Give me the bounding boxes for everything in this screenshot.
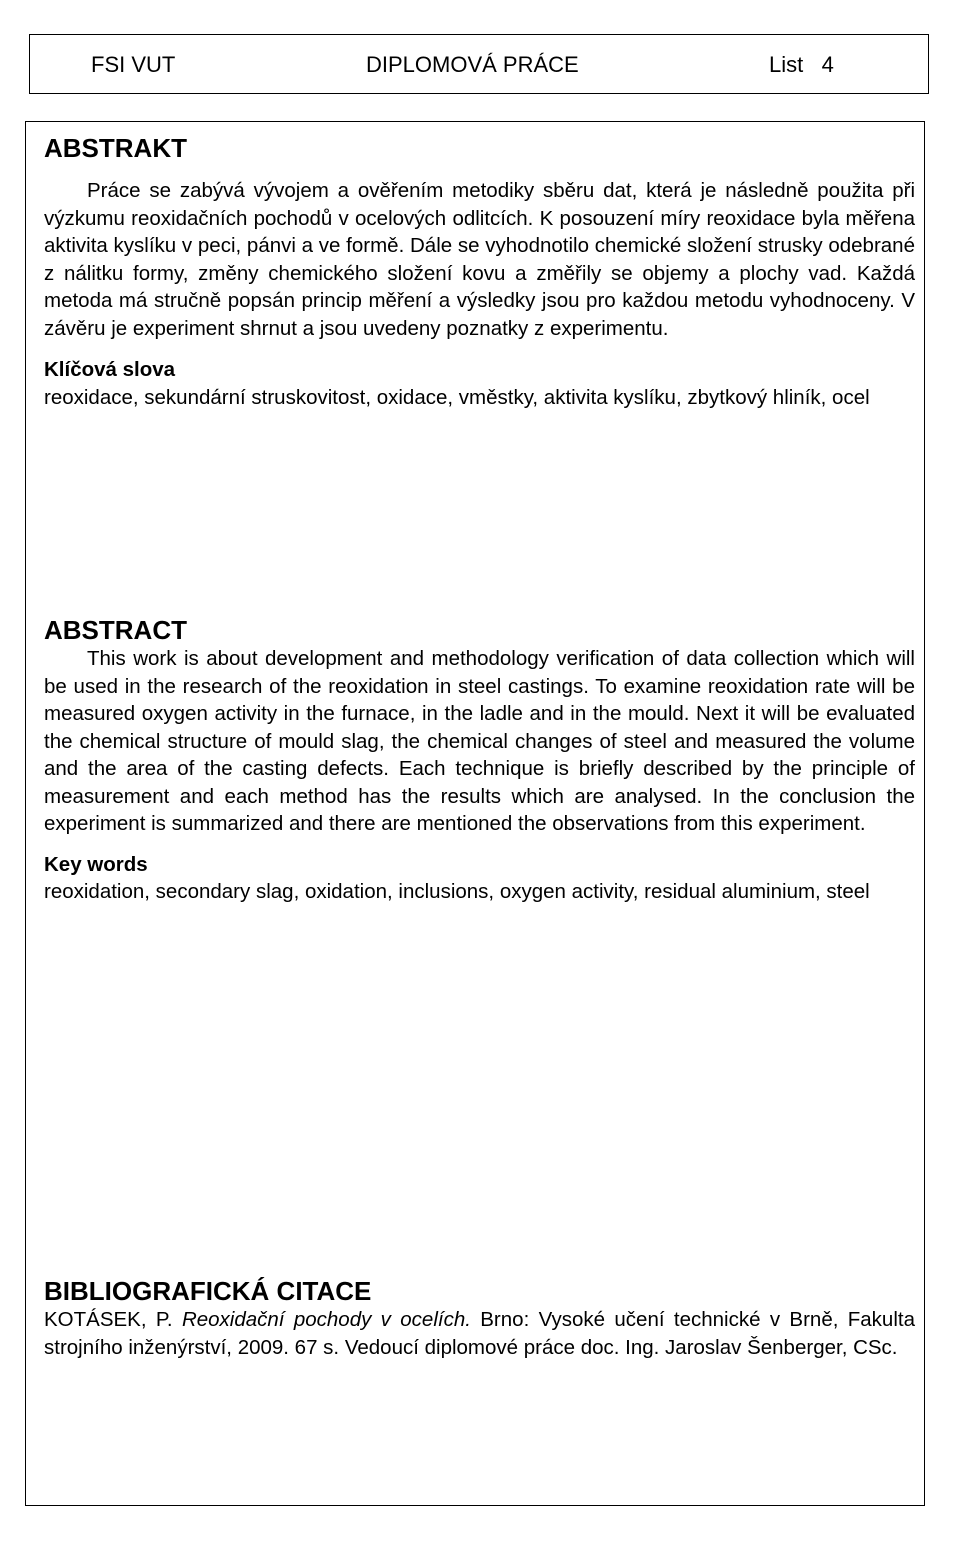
citation-author: KOTÁSEK, P. [44,1308,182,1331]
abstract-section [44,615,915,906]
header-faculty: FSI VUT [91,52,176,77]
abstrakt-body: Práce se zabývá vývojem a ověřením metodiky sběru dat, která je následně použita při výzkumu reoxidačních pochodů v ocelových odlitcích. K posouzení míry reoxidace byla měřena aktivita kyslíku v peci, pánvi a ve formě. Dále se vyhodnotilo chemické složení strusky odebrané z nálitku formy, změny chemického složení kovu a změřily se objemy a plochy vad. Každá metoda má stručně popsán princip měření a výsledky jsou pro každou metodu vyhodnoceny. V závěru je experiment shrnut a jsou uvedeny poznatky z experimentu. [44,179,915,340]
abstrakt-keywords-heading: Klíčová slova [44,358,176,381]
abstract-keywords: reoxidation, secondary slag, oxidation, inclusions, oxygen activity, residual aluminium, steel [44,880,870,903]
citation-section [44,1276,915,1361]
citation-publication: Brno: Vysoké učení technické v Brně, Fakulta strojního inženýrství, 2009. 67 s. Vedoucí diplomové práce doc. Ing. Jaroslav Šenberger, CSc. [44,1308,915,1359]
abstract-heading: ABSTRACT [44,615,187,645]
citation-title: Reoxidační pochody v ocelích. [181,1308,471,1331]
citation-heading: BIBLIOGRAFICKÁ CITACE [44,1276,372,1306]
header-page-number: List 4 [769,52,834,77]
citation-text [44,1306,915,1361]
header-document-type: DIPLOMOVÁ PRÁCE [366,52,579,77]
abstrakt-section [44,133,915,411]
page-header [29,34,929,94]
abstract-body: This work is about development and methodology verification of data collection which will be used in the research of the reoxidation in steel castings. To examine reoxidation rate will be measured oxygen activity in the furnace, in the ladle and in the mould. Next it will be evaluated the chemical structure of mould slag, the chemical changes of steel and measured the volume and the area of the casting defects. Each technique is briefly described by the principle of measurement and each method has the results which are analysed. In the conclusion the experiment is summarized and there are mentioned the observations from this experiment. [44,647,915,835]
abstract-keywords-heading: Key words [44,852,148,876]
abstrakt-keywords: reoxidace, sekundární struskovitost, oxidace, vměstky, aktivita kyslíku, zbytkový hliník, ocel [44,385,870,409]
abstrakt-heading: ABSTRAKT [44,133,187,163]
